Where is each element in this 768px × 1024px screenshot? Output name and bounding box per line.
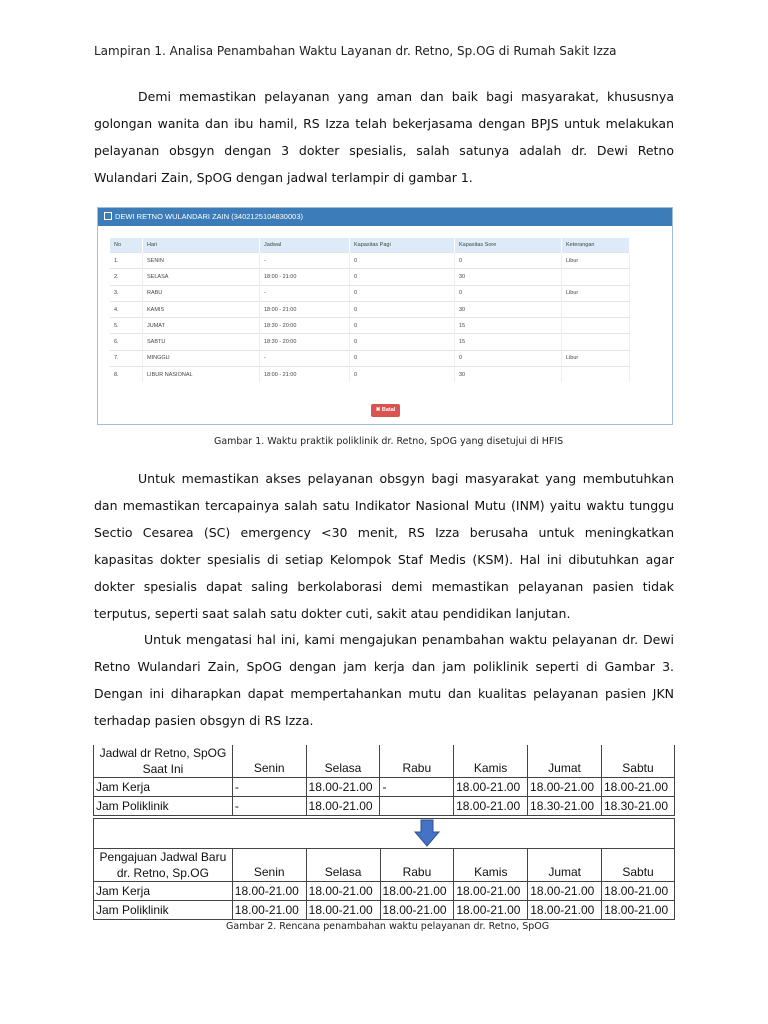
table-row	[110, 350, 630, 366]
cell: 18.00-21.00	[306, 778, 380, 797]
cell: -	[232, 797, 306, 816]
cell: -	[380, 778, 454, 797]
day-header: Senin	[232, 849, 306, 882]
row-label: Jam Kerja	[94, 882, 233, 901]
list-icon	[104, 212, 112, 220]
cell: 18.00-21.00	[380, 882, 454, 901]
cell: 18:30 - 20:00	[260, 334, 350, 350]
cell: 0	[350, 269, 455, 285]
hfis-doctor-name: DEWI RETNO WULANDARI ZAIN (3402125104830003)	[115, 212, 303, 221]
paragraph-2: Untuk memastikan akses pelayanan obsgyn bagi masyarakat yang membutuhkan dan memastikan tercapainya salah satu Indikator Nasional Mutu (INM) yaitu waktu tunggu Sectio Cesarea (SC) emergency <30 menit, RS Izza berusaha untuk meningkatkan kapasitas dokter spesialis di setiap Kelompok Staf Medis (KSM). Hal ini dibutuhkan agar dokter spesialis dapat saling berkolaborasi demi memastikan pelayanan pasien tidak terputus, seperti saat salah satu dokter cuti, sakit atau pendidikan lanjutan.	[94, 471, 674, 621]
table-row	[110, 285, 630, 301]
cell: 30	[455, 367, 562, 383]
cell: 0	[350, 318, 455, 334]
cell: LIBUR NASIONAL	[143, 367, 260, 383]
cell: 15	[455, 318, 562, 334]
cell: 0	[350, 334, 455, 350]
cell: 1.	[110, 253, 143, 269]
hfis-table-header	[110, 238, 630, 253]
batal-label: Batal	[381, 407, 396, 413]
cell: -	[260, 350, 350, 366]
title-line-2: Saat Ini	[142, 762, 184, 776]
cell: 0	[350, 301, 455, 317]
table-header-row	[94, 745, 675, 778]
day-header: Selasa	[306, 849, 380, 882]
table-row	[110, 367, 630, 383]
batal-button[interactable]	[371, 404, 400, 417]
table-row	[110, 334, 630, 350]
cell: RABU	[143, 285, 260, 301]
hfis-table	[110, 238, 630, 382]
title-line-1: Pengajuan Jadwal Baru	[99, 850, 227, 864]
cell: 0	[350, 367, 455, 383]
table-header-row	[94, 849, 675, 882]
cell: 18.00-21.00	[601, 778, 674, 797]
cell: 0	[350, 350, 455, 366]
cell: 30	[455, 269, 562, 285]
current-schedule-title	[94, 745, 233, 778]
cell: Libur	[562, 253, 630, 269]
cell	[562, 334, 630, 350]
hfis-col-kapasitas-sore: Kapasitas Sore	[455, 238, 562, 253]
day-header: Kamis	[454, 849, 528, 882]
cell: 18.00-21.00	[454, 797, 528, 816]
cell: 3.	[110, 285, 143, 301]
day-header: Selasa	[306, 745, 380, 778]
table-row	[94, 901, 675, 920]
paragraph-1: Demi memastikan pelayanan yang aman dan baik bagi masyarakat, khususnya golongan wanita dan ibu hamil, RS Izza telah bekerjasama dengan BPJS untuk melakukan pelayanan obsgyn dengan 3 dokter spesialis, salah satunya adalah dr. Dewi Retno Wulandari Zain, SpOG dengan jadwal terlampir di gambar 1.	[94, 89, 674, 185]
cell	[562, 301, 630, 317]
title-line-2: dr. Retno, Sp.OG	[116, 866, 209, 880]
cell: 18.00-21.00	[306, 882, 380, 901]
row-label: Jam Kerja	[94, 778, 233, 797]
cell: 18.00-21.00	[602, 882, 675, 901]
hfis-col-hari: Hari	[143, 238, 260, 253]
cell: 0	[455, 350, 562, 366]
cell: 18:00 - 21:00	[260, 269, 350, 285]
cell: 18:30 - 20:00	[260, 318, 350, 334]
cell: 0	[455, 253, 562, 269]
figure-caption-2: Gambar 2. Rencana penambahan waktu pelayanan dr. Retno, SpOG	[226, 921, 550, 932]
cell: 18.00-21.00	[528, 882, 602, 901]
new-schedule-title	[94, 849, 233, 882]
hfis-schedule-screenshot	[97, 207, 673, 425]
cell: 30	[455, 301, 562, 317]
cell: SENIN	[143, 253, 260, 269]
cell: 18.00-21.00	[528, 778, 602, 797]
cell: 18.00-21.00	[232, 901, 306, 920]
cell: 18.00-21.00	[232, 882, 306, 901]
cell	[562, 318, 630, 334]
arrow-section	[93, 818, 675, 849]
day-header: Senin	[232, 745, 306, 778]
cell: -	[232, 778, 306, 797]
cell: 18.00-21.00	[306, 797, 380, 816]
down-arrow-icon	[93, 818, 675, 849]
cell: 18.30-21.00	[601, 797, 674, 816]
row-label: Jam Poliklinik	[94, 901, 233, 920]
cell: JUMAT	[143, 318, 260, 334]
cell	[562, 367, 630, 383]
table-row	[94, 797, 675, 816]
table-row	[110, 318, 630, 334]
day-header: Rabu	[380, 745, 454, 778]
day-header: Kamis	[454, 745, 528, 778]
cell: SELASA	[143, 269, 260, 285]
current-schedule-table	[93, 745, 675, 816]
cell: 8.	[110, 367, 143, 383]
hfis-col-no: No	[110, 238, 143, 253]
day-header: Jumat	[528, 849, 602, 882]
cell: KAMIS	[143, 301, 260, 317]
cell: 18.00-21.00	[528, 901, 602, 920]
cell: Libur	[562, 285, 630, 301]
hfis-col-kapasitas-pagi: Kapasitas Pagi	[350, 238, 455, 253]
cell	[562, 269, 630, 285]
cell: 0	[455, 285, 562, 301]
table-row	[94, 778, 675, 797]
cell: Libur	[562, 350, 630, 366]
cell: -	[260, 285, 350, 301]
cell: MINGGU	[143, 350, 260, 366]
cell: 5.	[110, 318, 143, 334]
hfis-header	[98, 208, 672, 226]
page-title: Lampiran 1. Analisa Penambahan Waktu Layanan dr. Retno, Sp.OG di Rumah Sakit Izza	[94, 44, 617, 58]
cell: 2.	[110, 269, 143, 285]
hfis-col-keterangan: Keterangan	[562, 238, 630, 253]
cell: 0	[350, 253, 455, 269]
table-row	[110, 269, 630, 285]
cell: 7.	[110, 350, 143, 366]
new-schedule-table	[93, 849, 675, 920]
cell: 0	[350, 285, 455, 301]
day-header: Sabtu	[602, 849, 675, 882]
row-label: Jam Poliklinik	[94, 797, 233, 816]
cell: SABTU	[143, 334, 260, 350]
cell: 15	[455, 334, 562, 350]
day-header: Rabu	[380, 849, 454, 882]
cell: -	[260, 253, 350, 269]
title-line-1: Jadwal dr Retno, SpOG	[99, 746, 227, 760]
cell: 18.00-21.00	[454, 778, 528, 797]
cell: 18.00-21.00	[602, 901, 675, 920]
day-header: Sabtu	[601, 745, 674, 778]
cell: 18:00 - 21:00	[260, 367, 350, 383]
cell: 6.	[110, 334, 143, 350]
paragraph-3: Untuk mengatasi hal ini, kami mengajukan penambahan waktu pelayanan dr. Dewi Retno Wulandari Zain, SpOG dengan jam kerja dan jam poliklinik seperti di Gambar 3. Dengan ini diharapkan dapat mempertahankan mutu dan kualitas pelayanan pasien JKN terhadap pasien obsgyn di RS Izza.	[94, 632, 674, 728]
table-row	[110, 253, 630, 269]
day-header: Jumat	[528, 745, 602, 778]
cell: 18.00-21.00	[454, 882, 528, 901]
table-row	[94, 882, 675, 901]
cell: 4.	[110, 301, 143, 317]
cell: 18.00-21.00	[380, 901, 454, 920]
cell: 18.00-21.00	[454, 901, 528, 920]
cell: 18.30-21.00	[528, 797, 602, 816]
figure-caption-1: Gambar 1. Waktu praktik poliklinik dr. Retno, SpOG yang disetujui di HFIS	[214, 436, 564, 447]
cell	[380, 797, 454, 816]
hfis-col-jadwal: Jadwal	[260, 238, 350, 253]
close-icon: ✖	[375, 407, 381, 413]
cell: 18.00-21.00	[306, 901, 380, 920]
cell: 18:00 - 21:00	[260, 301, 350, 317]
table-row	[110, 301, 630, 317]
